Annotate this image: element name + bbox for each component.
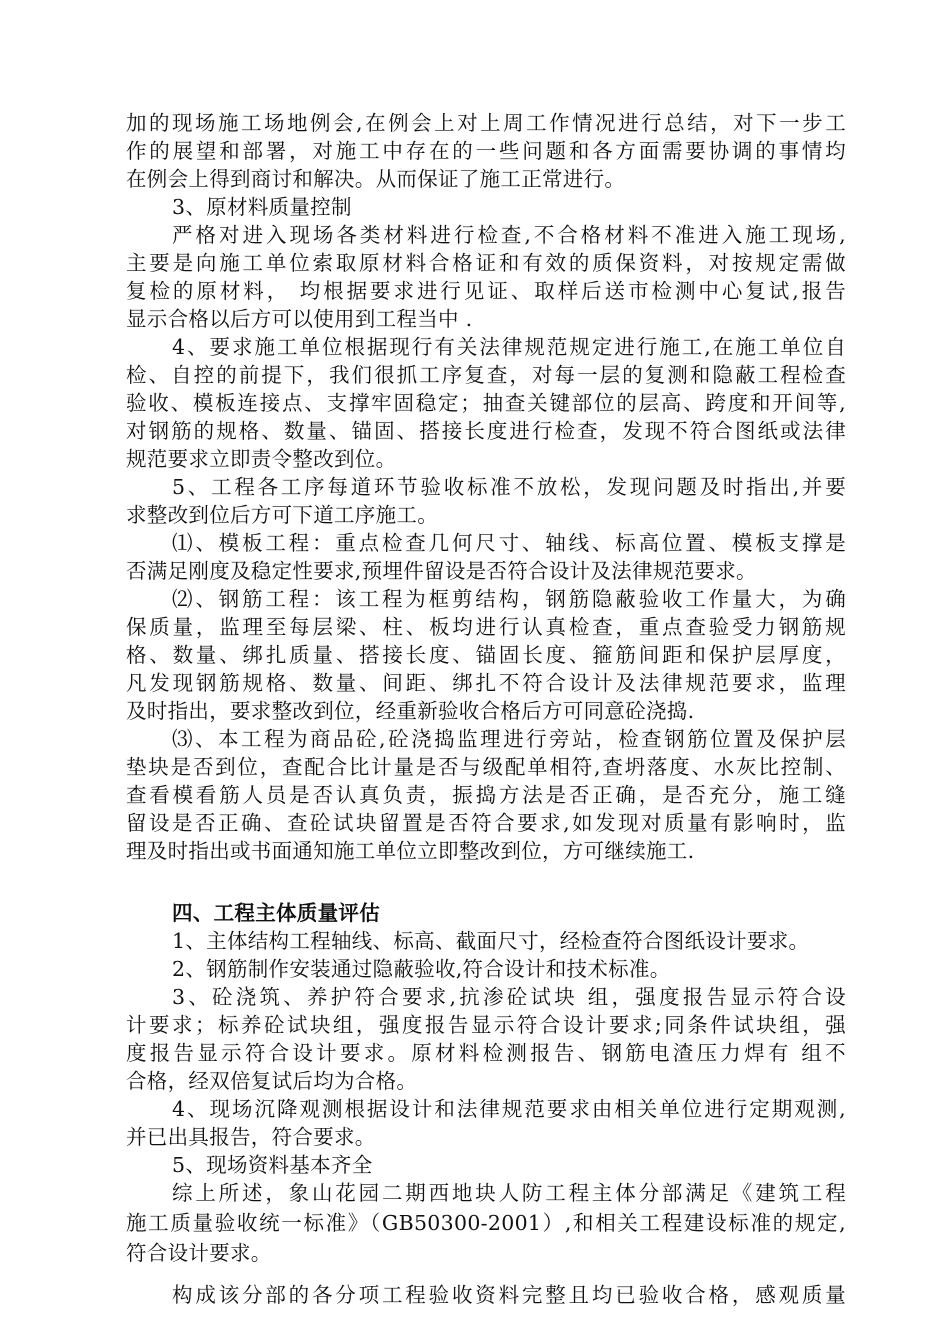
paragraph-line: 查看模看筋人员是否认真负责，振捣方法是否正确，是否充分，施工缝	[126, 783, 846, 807]
paragraph-line: 留设是否正确、查砼试块留置是否符合要求,如发现对质量有影响时，监	[126, 811, 846, 835]
paragraph-line: 1、主体结构工程轴线、标高、截面尺寸，经检查符合图纸设计要求。	[172, 929, 810, 953]
paragraph-line: 符合设计要求。	[126, 1241, 272, 1265]
paragraph-line: 验收、模板连接点、支撑牢固稳定；抽查关键部位的层高、跨度和开间等,	[126, 391, 846, 415]
paragraph-line: 检、自控的前提下，我们很抓工序复查，对每一层的复测和隐蔽工程检查	[126, 363, 846, 387]
paragraph-line: 合格，经双倍复试后均为合格。	[126, 1069, 418, 1093]
section-heading: 3、原材料质量控制	[172, 195, 352, 219]
paragraph-line: 对钢筋的规格、数量、锚固、搭接长度进行检查，发现不符合图纸或法律	[126, 419, 846, 443]
paragraph-line: 保质量，监理至每层梁、柱、板均进行认真检查，重点查验受力钢筋规	[126, 615, 846, 639]
section-title: 四、工程主体质量评估	[172, 901, 380, 925]
paragraph-line: 在例会上得到商讨和解决。从而保证了施工正常进行。	[126, 167, 626, 191]
paragraph-line: ⑴、模板工程：重点检查几何尺寸、轴线、标高位置、模板支撑是	[172, 531, 846, 555]
paragraph-line: 规范要求立即责令整改到位。	[126, 447, 397, 471]
paragraph-line: 3、砼浇筑、养护符合要求,抗渗砼试块 组，强度报告显示符合设	[172, 985, 846, 1009]
paragraph-line: 构成该分部的各分项工程验收资料完整且均已验收合格，感观质量	[172, 1283, 846, 1307]
paragraph-line: 凡发现钢筋规格、数量、间距、绑扎不符合设计及法律规范要求，监理	[126, 671, 846, 695]
paragraph-line: 加的现场施工场地例会,在例会上对上周工作情况进行总结，对下一步工	[126, 111, 846, 135]
paragraph-line: 度报告显示符合设计要求。原材料检测报告、钢筋电渣压力焊有 组不	[126, 1041, 846, 1065]
paragraph-line: 理及时指出或书面通知施工单位立即整改到位，方可继续施工.	[126, 839, 695, 863]
paragraph-line: ⑶、本工程为商品砼,砼浇捣监理进行旁站，检查钢筋位置及保护层	[172, 727, 846, 751]
paragraph-line: 格、数量、绑扎质量、搭接长度、锚固长度、箍筋间距和保护层厚度，	[126, 643, 846, 667]
paragraph-line: ⑵、钢筋工程：该工程为框剪结构，钢筋隐蔽验收工作量大，为确	[172, 587, 846, 611]
paragraph-line: 复检的原材料， 均根据要求进行见证、取样后送市检测中心复试,报告	[126, 279, 846, 303]
paragraph-line: 垫块是否到位，查配合比计量是否与级配单相符,查坍落度、水灰比控制、	[126, 755, 846, 779]
paragraph-line: 施工质量验收统一标准》（GB50300-2001）,和相关工程建设标准的规定,	[126, 1211, 846, 1235]
paragraph-line: 显示合格以后方可以使用到工程当中 .	[126, 307, 473, 331]
paragraph-line: 并已出具报告，符合要求。	[126, 1125, 376, 1149]
paragraph-line: 作的展望和部署，对施工中存在的一些问题和各方面需要协调的事情均	[126, 139, 846, 163]
paragraph-line: 严格对进入现场各类材料进行检查,不合格材料不准进入施工现场,	[172, 223, 846, 247]
paragraph-line: 主要是向施工单位索取原材料合格证和有效的质保资料，对按规定需做	[126, 251, 846, 275]
paragraph-line: 综上所述，象山花园二期西地块人防工程主体分部满足《建筑工程	[172, 1181, 846, 1205]
paragraph-line: 计要求；标养砼试块组，强度报告显示符合设计要求;同条件试块组，强	[126, 1013, 846, 1037]
paragraph-line: 5、现场资料基本齐全	[172, 1153, 373, 1177]
paragraph-line: 4、要求施工单位根据现行有关法律规范规定进行施工,在施工单位自	[172, 335, 846, 359]
paragraph-line: 求整改到位后方可下道工序施工。	[126, 503, 438, 527]
paragraph-line: 4、现场沉降观测根据设计和法律规范要求由相关单位进行定期观测,	[172, 1097, 846, 1121]
paragraph-line: 否满足刚度及稳定性要求,预埋件留设是否符合设计及法律规范要求。	[126, 559, 757, 583]
paragraph-line: 及时指出，要求整改到位，经重新验收合格后方可同意砼浇捣.	[126, 699, 695, 723]
paragraph-line: 5、工程各工序每道环节验收标准不放松，发现问题及时指出,并要	[172, 475, 846, 499]
paragraph-line: 2、钢筋制作安装通过隐蔽验收,符合设计和技术标准。	[172, 957, 671, 981]
